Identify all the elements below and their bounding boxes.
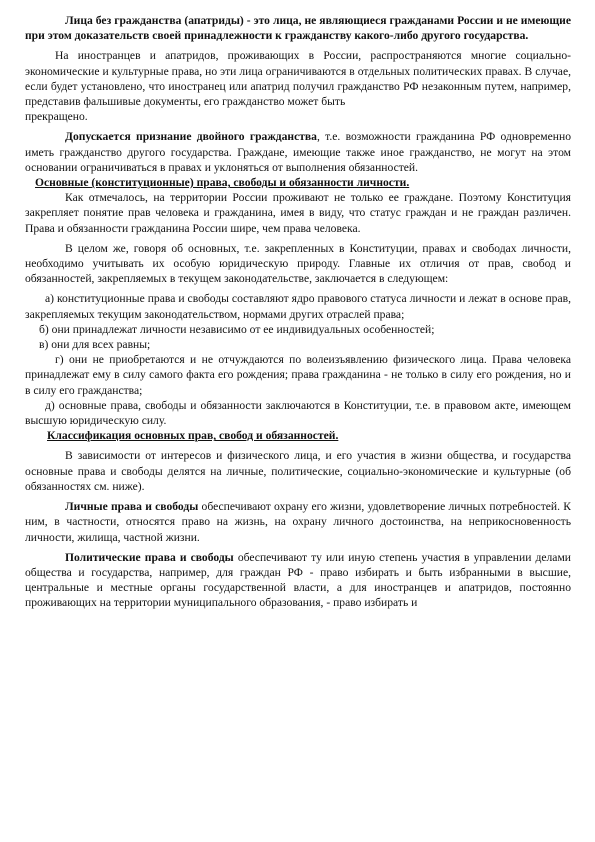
list-item-v-text: в) они для всех равны; [39, 338, 151, 352]
paragraph-foreigners-rights [25, 48, 571, 109]
stateless-definition-text: Лица без гражданства (апатриды) - это лица, не являющиеся гражданами России и не имеющие при этом доказательств своей принадлежности к гражданству какого-либо другого государства. [25, 14, 571, 43]
list-item-b-text: б) они принадлежат личности независимо от ее индивидуальных особенностей; [39, 322, 435, 336]
paragraph-classification [25, 448, 571, 494]
political-rights-lead: Политические права и свободы [65, 550, 234, 564]
foreigners-rights-text: На иностранцев и апатридов, проживающих в России, распространяются многие социально-экономические и культурные права, но эти лица ограничиваются в отдельных политических правах. В случае, если будет установлено, что иностранец или апатрид получил гражданство РФ незаконным путем, например, представив фальшивые документы, его гражданство может быть [25, 49, 571, 109]
list-item-a-text: а) конституционные права и свободы составляют ядро правового статуса личности и лежат в основе прав, закрепляемых текущим законодательством, нормами других отраслей права; [25, 292, 571, 321]
list-item-g-text: г) они не приобретаются и не отчуждаются по волеизъявлению физического лица. Права человека принадлежат ему в силу самого факта его рождения; права гражданина - не только в силу его рождения, но и в силу его гражданства; [25, 353, 571, 397]
paragraph-dual-citizenship [25, 129, 571, 175]
political-rights-text: обеспечивают ту или иную степень участия в управлении делами общества и государства, например, для граждан РФ - право избирать и быть избранными в высшие, центральные и местные органы государственной власти, а для иностранцев и апатридов, постоянно проживающих на территории муниципального образования, - право избирать и [25, 550, 571, 610]
constitution-rights-text: Как отмечалось, на территории России проживают не только ее граждане. Поэтому Конституция закрепляет понятие прав человека и гражданина, имея в виду, что статус граждан и не граждан различен. Права и обязанности гражданина России шире, чем права человека. [25, 191, 571, 235]
legal-nature-text: В целом же, говоря об основных, т.е. закрепленных в Конституции, правах и свободах личности, необходимо учитывать их особую юридическую природу. Главные их отличия от прав, свобод и обязанностей, закрепляемых в текущем законодательстве, заключается в следующем: [25, 241, 571, 286]
list-item-d-text: д) основные права, свободы и обязанности заключаются в Конституции, т.е. в правовом акте, имеющем высшую юридическую силу. [25, 398, 571, 428]
list-item-a [25, 291, 571, 321]
paragraph-stateless-definition [25, 13, 571, 43]
paragraph-foreigners-rights-tail [25, 109, 571, 124]
paragraph-legal-nature [25, 241, 571, 287]
section-heading-basic-rights [25, 175, 571, 190]
foreigners-rights-tail-text: прекращено. [25, 110, 88, 124]
classification-text: В зависимости от интересов и физического лица, и его участия в жизни общества, и государства основные права и свободы делятся на личные, политические, социально-экономические и культурные (об обязанностях см. ниже). [25, 449, 571, 493]
personal-rights-lead: Личные права и свободы [65, 500, 199, 514]
dual-citizenship-lead: Допускается признание двойного гражданства [65, 130, 317, 144]
personal-rights-text: обеспечивают охрану его жизни, удовлетворение личных потребностей. К ним, в частности, относятся право на жизнь, на охрану личного достоинства, на неприкосновенность личности, жилища, частной жизни. [25, 500, 571, 544]
section-heading-basic-rights-text: Основные (конституционные) права, свободы и обязанности личности. [35, 176, 410, 190]
paragraph-constitution-rights [25, 190, 571, 236]
section-heading-classification [25, 428, 571, 443]
list-item-d [25, 398, 571, 428]
paragraph-political-rights [25, 550, 571, 611]
list-item-v [25, 337, 571, 352]
paragraph-personal-rights [25, 499, 571, 545]
dual-citizenship-text: , т.е. возможности гражданина РФ одновременно иметь гражданство другого государства. Граждане, имеющие также иное гражданство, не могут на этом основании ограничиваться в правах и уклоняться от выполнения обязанностей. [25, 130, 571, 174]
list-item-g [25, 352, 571, 398]
list-item-b [25, 322, 571, 337]
section-heading-classification-text: Классификация основных прав, свобод и обязанностей. [47, 429, 339, 443]
